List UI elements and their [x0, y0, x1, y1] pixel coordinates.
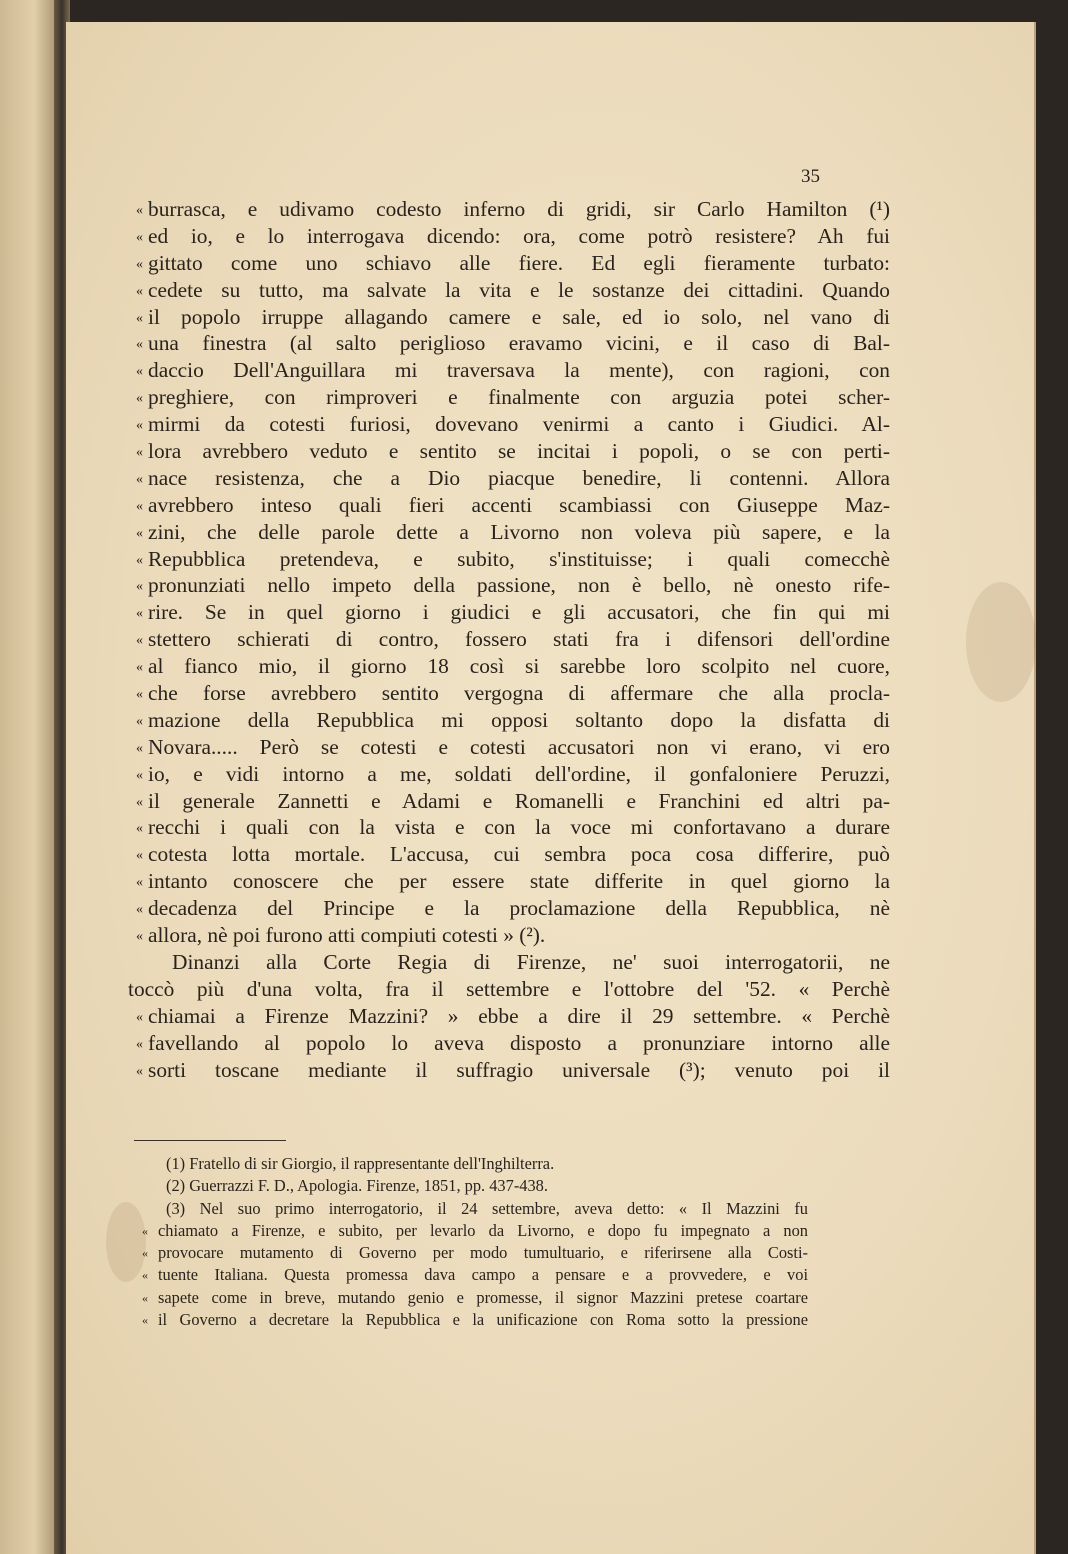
- text-line: « pronunziati nello impeto della passione, non è bello, nè onesto rife-: [128, 572, 890, 599]
- text-line: toccò più d'una volta, fra il settembre e l'ottobre del '52. « Perchè: [128, 976, 890, 1001]
- footnote-line: « provocare mutamento di Governo per modo tumultuario, e riferirsene alla Costi-: [158, 1242, 808, 1264]
- text-line: « avrebbero inteso quali fieri accenti scambiassi con Giuseppe Maz-: [128, 492, 890, 519]
- text-line: « cedete su tutto, ma salvate la vita e le sostanze dei cittadini. Quando: [128, 277, 890, 304]
- paper-stain: [966, 582, 1036, 702]
- footnote-line: « sapete come in breve, mutando genio e promesse, il signor Mazzini pretese coartare: [158, 1287, 808, 1309]
- text-line: « sorti toscane mediante il suffragio universale (³); venuto poi il: [128, 1057, 890, 1084]
- text-line: « preghiere, con rimproveri e finalmente con arguzia potei scher-: [128, 384, 890, 411]
- text-line: « il popolo irruppe allagando camere e sale, ed io solo, nel vano di: [128, 304, 890, 331]
- text-line: « recchi i quali con la vista e con la voce mi confortavano a durare: [128, 814, 890, 841]
- text-line: « mirmi da cotesti furiosi, dovevano venirmi a canto i Giudici. Al-: [128, 411, 890, 438]
- text-line: Dinanzi alla Corte Regia di Firenze, ne' suoi interrogatorii, ne: [172, 949, 890, 974]
- text-line: « il generale Zannetti e Adami e Romanelli e Franchini ed altri pa-: [128, 788, 890, 815]
- text-line: « intanto conoscere che per essere state differite in quel giorno la: [128, 868, 890, 895]
- text-line: « cotesta lotta mortale. L'accusa, cui sembra poca cosa differire, può: [128, 841, 890, 868]
- footnote-line: « il Governo a decretare la Repubblica e la unificazione con Roma sotto la pressione: [158, 1309, 808, 1331]
- text-line: « rire. Se in quel giorno i giudici e gli accusatori, che fin qui mi: [128, 599, 890, 626]
- paper-stain: [106, 1202, 146, 1282]
- text-line: « burrasca, e udivamo codesto inferno di gridi, sir Carlo Hamilton (¹): [128, 196, 890, 223]
- text-line: « zini, che delle parole dette a Livorno non voleva più sapere, e la: [128, 519, 890, 546]
- footnote-line: « chiamato a Firenze, e subito, per levarlo da Livorno, e dopo fu impegnato a non: [158, 1220, 808, 1242]
- footnote-line: (2) Guerrazzi F. D., Apologia. Firenze, 1851, pp. 437-438.: [166, 1176, 548, 1196]
- text-line: « favellando al popolo lo aveva disposto a pronunziare intorno alle: [128, 1030, 890, 1057]
- text-line: « decadenza del Principe e la proclamazione della Repubblica, nè: [128, 895, 890, 922]
- text-line: « lora avrebbero veduto e sentito se incitai i popoli, o se con perti-: [128, 438, 890, 465]
- page-number: 35: [801, 166, 820, 187]
- footnote-line: (3) Nel suo primo interrogatorio, il 24 settembre, aveva detto: « Il Mazzini fu: [166, 1198, 808, 1218]
- previous-page-edge: [0, 0, 62, 1554]
- text-line: « gittato come uno schiavo alle fiere. Ed egli fieramente turbato:: [128, 250, 890, 277]
- text-line: « mazione della Repubblica mi opposi soltanto dopo la disfatta di: [128, 707, 890, 734]
- text-line: « Repubblica pretendeva, e subito, s'instituisse; i quali comecchè: [128, 546, 890, 573]
- text-line: « daccio Dell'Anguillara mi traversava la mente), con ragioni, con: [128, 357, 890, 384]
- footnote-line: « tuente Italiana. Questa promessa dava campo a pensare e a provvedere, e voi: [158, 1264, 808, 1286]
- text-line: « nace resistenza, che a Dio piacque benedire, li contenni. Allora: [128, 465, 890, 492]
- footnote-rule: [134, 1140, 286, 1141]
- text-line: « ed io, e lo interrogava dicendo: ora, come potrò resistere? Ah fui: [128, 223, 890, 250]
- text-line: « chiamai a Firenze Mazzini? » ebbe a dire il 29 settembre. « Perchè: [128, 1003, 890, 1030]
- footnote-line: (1) Fratello di sir Giorgio, il rappresentante dell'Inghilterra.: [166, 1154, 555, 1173]
- book-page: [66, 22, 1036, 1554]
- text-line: « allora, nè poi furono atti compiuti cotesti » (²).: [128, 922, 890, 949]
- text-line: « al fianco mio, il giorno 18 così si sarebbe loro scolpito nel cuore,: [128, 653, 890, 680]
- body-text: [128, 196, 890, 1083]
- text-line: « una finestra (al salto periglioso eravamo vicini, e il caso di Bal-: [128, 330, 890, 357]
- text-line: « stettero schierati di contro, fossero stati fra i difensori dell'ordine: [128, 626, 890, 653]
- footnotes: [158, 1153, 808, 1331]
- text-line: « che forse avrebbero sentito vergogna di affermare che alla procla-: [128, 680, 890, 707]
- text-line: « Novara..... Però se cotesti e cotesti accusatori non vi erano, vi ero: [128, 734, 890, 761]
- text-line: « io, e vidi intorno a me, soldati dell'ordine, il gonfaloniere Peruzzi,: [128, 761, 890, 788]
